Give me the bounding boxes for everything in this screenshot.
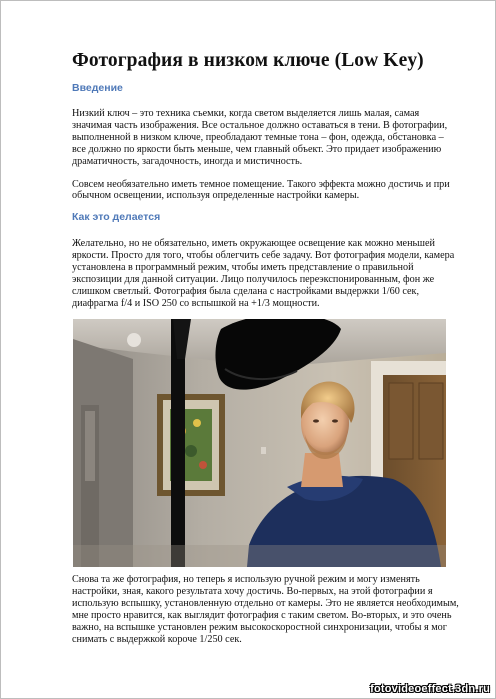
article-title: Фотография в низком ключе (Low Key) [72,50,424,71]
howto-paragraph-2: Снова та же фотография, но теперь я использую ручной режим и могу изменять настройки, зная, какого результата хочу достичь. Во-первых, на этой фотографии я использую вспышку, установленную отдельно от камеры. Это не является необходимым, мне просто нравится, как выглядит фотография с таким светом. Во-вторых, и это очень важно, на вспышке установлен режим высокоскоростной синхронизации, чтобы я мог снимать с выдержкой короче 1/250 сек. [72,574,459,645]
intro-paragraph-2: Совсем необязательно иметь темное помещение. Такого эффекта можно достичь и при обычном освещении, используя определенные настройки камеры. [72,178,450,202]
intro-heading: Введение [72,82,123,94]
photo-illustration [73,319,446,567]
article-photo [73,319,446,567]
intro-paragraph-1: Низкий ключ – это техника съемки, когда светом выделяется лишь малая, самая значимая часть изображения. Все остальное должно оставаться в тени. В фотографии, выполненной в низком ключе, преобладают темные тона – фон, одежда, обстановка – все должно по яркости быть меньше, чем главный объект. Это придает изображению драматичность, загадочность, иногда и мистичность. [72,108,448,167]
howto-paragraph-1: Желательно, но не обязательно, иметь окружающее освещение как можно меньшей яркости. Просто для того, чтобы облегчить себе задачу. Вот фотография модели, камера установлена в программный режим, чтобы иметь представление о правильной экспозиции для данной ситуации. Лицо получилось переэкспонированным, фон же слишком светлый. Фотография была сделана с настройками выдержки 1/60 сек, диафрагма f/4 и ISO 250 со вспышкой на +1/3 мощности. [72,238,455,309]
watermark: fotovideoeffect.3dn.ru [370,683,490,695]
document-page [72,48,460,645]
howto-heading: Как это делается [72,211,161,224]
